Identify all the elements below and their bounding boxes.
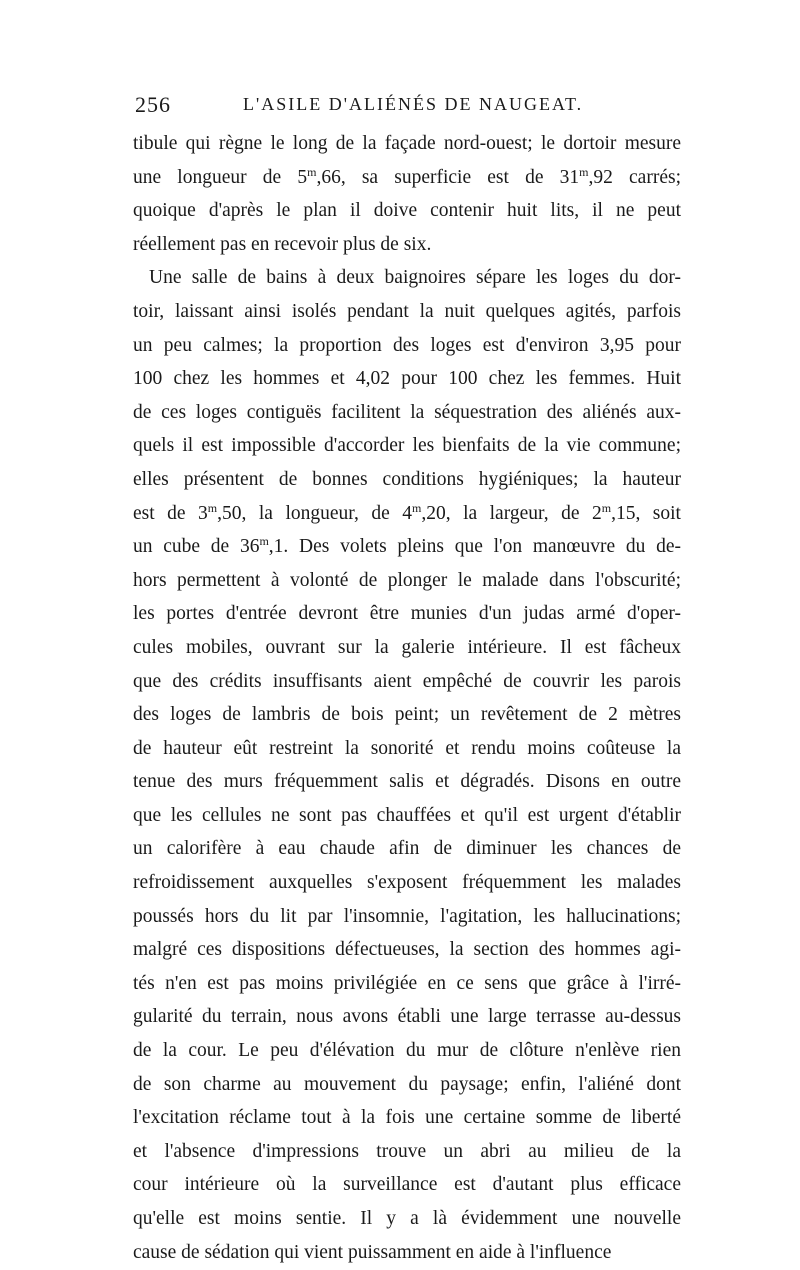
text-line: cause de sédation qui vient puissamment en aide à l'influence [133,1241,612,1263]
text-line: refroidissement auxquelles s'exposent fréquemment les malades [133,872,681,894]
text-line: quoique d'après le plan il doive contenir huit lits, il ne peut [133,200,681,222]
text-line: et l'absence d'impressions trouve un abri au milieu de la [133,1140,681,1162]
text-line: quels il est impossible d'accorder les bienfaits de la vie commune; [133,435,681,457]
text-line: des loges de lambris de bois peint; un revêtement de 2 mètres [133,704,681,726]
text-line: cules mobiles, ouvrant sur la galerie intérieure. Il est fâcheux [133,636,681,658]
text-line: est de 3$^m$,50, la longueur, de 4$^m$,20, la largeur, de 2$^m$,15, soit [133,500,681,524]
text-line: un cube de 36$^m$,1. Des volets pleins que l'on manœuvre du de- [133,534,682,558]
text-line: de son charme au mouvement du paysage; enfin, l'aliéné dont [133,1073,681,1095]
text-line: une longueur de 5$^m$,66, sa superficie est de 31$^m$,92 carrés; [133,164,681,188]
text-line: 100 chez les hommes et 4,02 pour 100 chez les femmes. Huit [133,368,681,390]
text-line: tenue des murs fréquemment salis et dégradés. Disons en outre [133,771,681,793]
text-line: hors permettent à volonté de plonger le malade dans l'obscurité; [133,569,681,591]
text-line: elles présentent de bonnes conditions hygiéniques; la hauteur [133,468,681,490]
running-head: L'ASILE D'ALIÉNÉS DE NAUGEAT. [243,94,584,114]
text-line: un calorifère à eau chaude afin de diminuer les chances de [133,838,681,860]
text-line: de hauteur eût restreint la sonorité et rendu moins coûteuse la [133,737,681,759]
text-line: que des crédits insuffisants aient empêché de couvrir les parois [133,670,681,692]
text-line: de la cour. Le peu d'élévation du mur de clôture n'enlève rien [133,1040,681,1062]
text-line: l'excitation réclame tout à la fois une certaine somme de liberté [133,1107,681,1129]
text-line: tibule qui règne le long de la façade nord-ouest; le dortoir mesure [133,133,681,154]
text-line: poussés hors du lit par l'insomnie, l'agitation, les hallucinations; [133,905,681,927]
text-line: tés n'en est pas moins privilégiée en ce sens que grâce à l'irré- [133,972,681,994]
text-line: toir, laissant ainsi isolés pendant la nuit quelques agités, parfois [133,300,681,322]
text-line: les portes d'entrée devront être munies d'un judas armé d'oper- [133,603,681,625]
text-line: réellement pas en recevoir plus de six. [133,233,432,255]
text-line: malgré ces dispositions défectueuses, la section des hommes agi- [133,939,681,961]
text-line: de ces loges contiguës facilitent la séquestration des aliénés aux- [133,401,681,423]
text-line: un peu calmes; la proportion des loges est d'environ 3,95 pour [133,334,681,356]
page-header [135,92,685,124]
page-number: 256 [135,92,171,117]
text-line: que les cellules ne sont pas chauffées et qu'il est urgent d'établir [133,804,681,826]
text-line: gularité du terrain, nous avons établi une large terrasse au-dessus [133,1006,681,1028]
text-line: cour intérieure où la surveillance est d'autant plus efficace [133,1174,681,1196]
text-line: Une salle de bains à deux baignoires sépare les loges du dor- [149,267,681,289]
paragraph [133,127,681,261]
paragraph [133,261,681,1269]
body-text [133,127,681,1269]
text-line: qu'elle est moins sentie. Il y a là évidemment une nouvelle [133,1208,681,1229]
